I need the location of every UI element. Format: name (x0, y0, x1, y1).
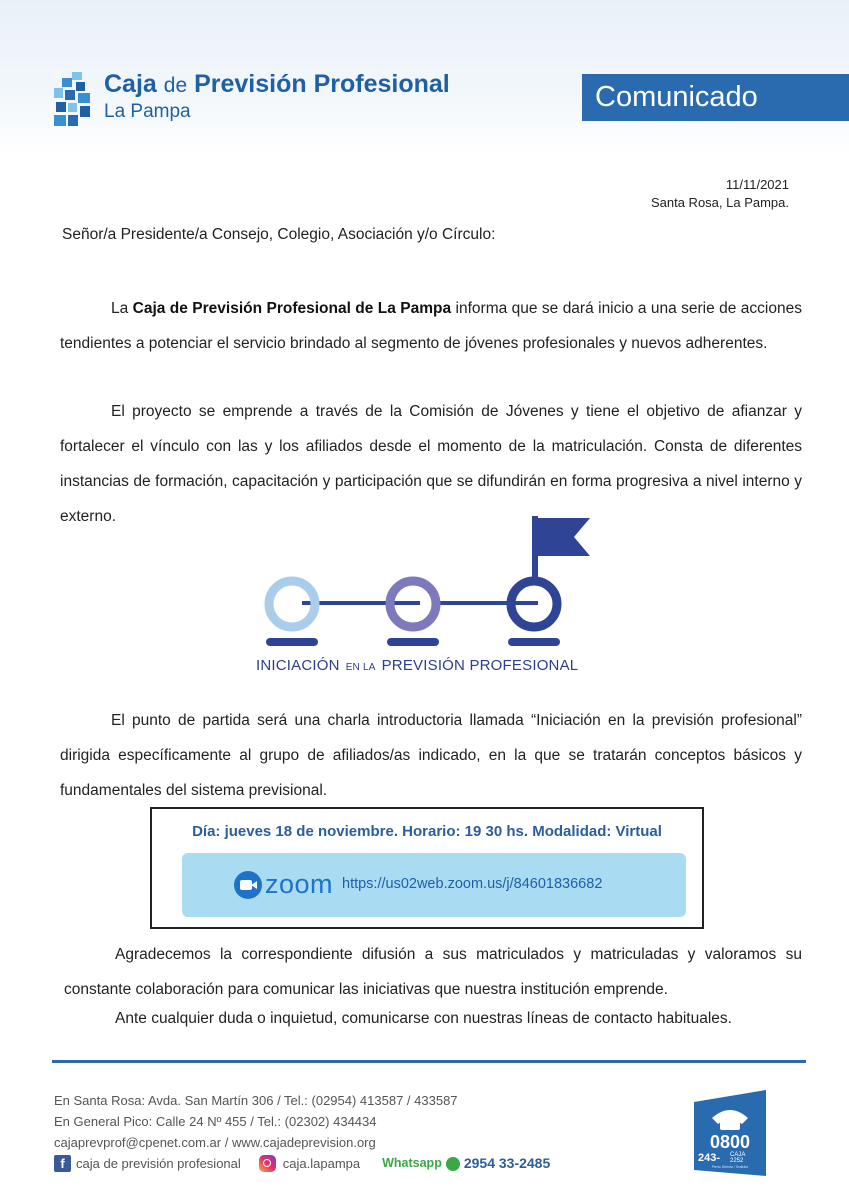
footer-email-web[interactable]: cajaprevprof@cpenet.com.ar / www.cajadeprevision.org (54, 1135, 376, 1150)
flag-pole (532, 516, 538, 581)
milestone-base-3 (508, 638, 560, 646)
letter-place: Santa Rosa, La Pampa. (650, 195, 789, 210)
paragraph-project: El proyecto se emprende a través de la Comisión de Jóvenes y tiene el objetivo de afianzar y fortalecer el vínculo con las y los afiliados desde el momento de la matriculación. Consta de diferentes instancias de formación, capacitación y participación que se difundirán en forma progresiva a nivel interno y externo. (60, 403, 802, 525)
greeting: Señor/a Presidente/a Consejo, Colegio, Asociación y/o Círculo: (62, 226, 496, 243)
letter-date: 11/11/2021 (725, 177, 789, 192)
paragraph-contact: Ante cualquier duda o inquietud, comunicarse con nuestras líneas de contacto habituales. (115, 1010, 732, 1027)
event-details: Día: jueves 18 de noviembre. Horario: 19 30 hs. Modalidad: Virtual (192, 823, 662, 840)
facebook-handle[interactable]: caja de previsión profesional (76, 1156, 241, 1171)
footer-santa-rosa: En Santa Rosa: Avda. San Martín 306 / Tel.: (02954) 413587 / 433587 (54, 1093, 458, 1108)
paragraph-intro: La Caja de Previsión Profesional de La Pampa informa que se dará inicio a una serie de acciones tendientes a potenciar el servicio brindado al segmento de jóvenes profesionales y nuevos adherentes. (60, 300, 802, 352)
date-place (651, 176, 789, 212)
instagram-handle[interactable]: caja.lapampa (282, 1156, 361, 1171)
badge-caption: Pleno Directo / Gratuito (711, 1165, 749, 1169)
footer-general-pico: En General Pico: Calle 24 Nº 455 / Tel.: (02302) 434434 (54, 1114, 377, 1129)
logo-icon (54, 72, 94, 128)
footer-social (54, 1153, 550, 1174)
paragraph-thanks: Agradecemos la correspondiente difusión a sus matriculados y matriculadas y valoramos su constante colaboración para comunicar las iniciativas que nuestra institución emprende. (64, 946, 802, 998)
zoom-link-bar[interactable] (182, 853, 686, 917)
program-logo-text: INICIACIÓN EN LA PREVISIÓN PROFESIONAL (256, 657, 579, 674)
flag-icon (538, 518, 590, 556)
whatsapp-label: Whatsapp (382, 1156, 442, 1170)
whatsapp-number[interactable]: 2954 33-2485 (463, 1155, 551, 1171)
institution-name: Caja de Previsión Profesional de La Pampa (132, 300, 452, 317)
instagram-icon (259, 1155, 276, 1172)
zoom-logo (234, 871, 334, 901)
badge-243: 243- (698, 1152, 721, 1164)
logo-title: Caja de Previsión Profesional (104, 70, 450, 98)
event-details-box (150, 807, 704, 929)
comunicado-badge: Comunicado (582, 74, 849, 121)
footer-divider (52, 1060, 806, 1063)
paragraph-talk: El punto de partida será una charla introductoria llamada “Iniciación en la previsión profesional” dirigida específicamente al grupo de afiliados/as indicado, en la que se tratarán conceptos básicos y fundamentales del sistema previsional. (60, 712, 802, 799)
badge-2252: 2252 (730, 1158, 744, 1164)
badge-caja: CAJA (730, 1152, 746, 1158)
footer-contact (54, 1090, 550, 1174)
badge-0800: 0800 (709, 1132, 751, 1152)
milestone-base-1 (266, 638, 318, 646)
logo-wordmark (104, 70, 450, 124)
whatsapp-icon (446, 1157, 460, 1171)
video-camera-icon (234, 871, 262, 899)
letterhead (0, 0, 849, 156)
logo-location: La Pampa (104, 101, 191, 122)
toll-free-badge (690, 1090, 770, 1176)
zoom-wordmark: zoom (265, 869, 334, 899)
zoom-url-link[interactable]: https://us02web.zoom.us/j/84601836682 (342, 876, 603, 892)
milestone-base-2 (387, 638, 439, 646)
facebook-icon: f (54, 1155, 71, 1172)
